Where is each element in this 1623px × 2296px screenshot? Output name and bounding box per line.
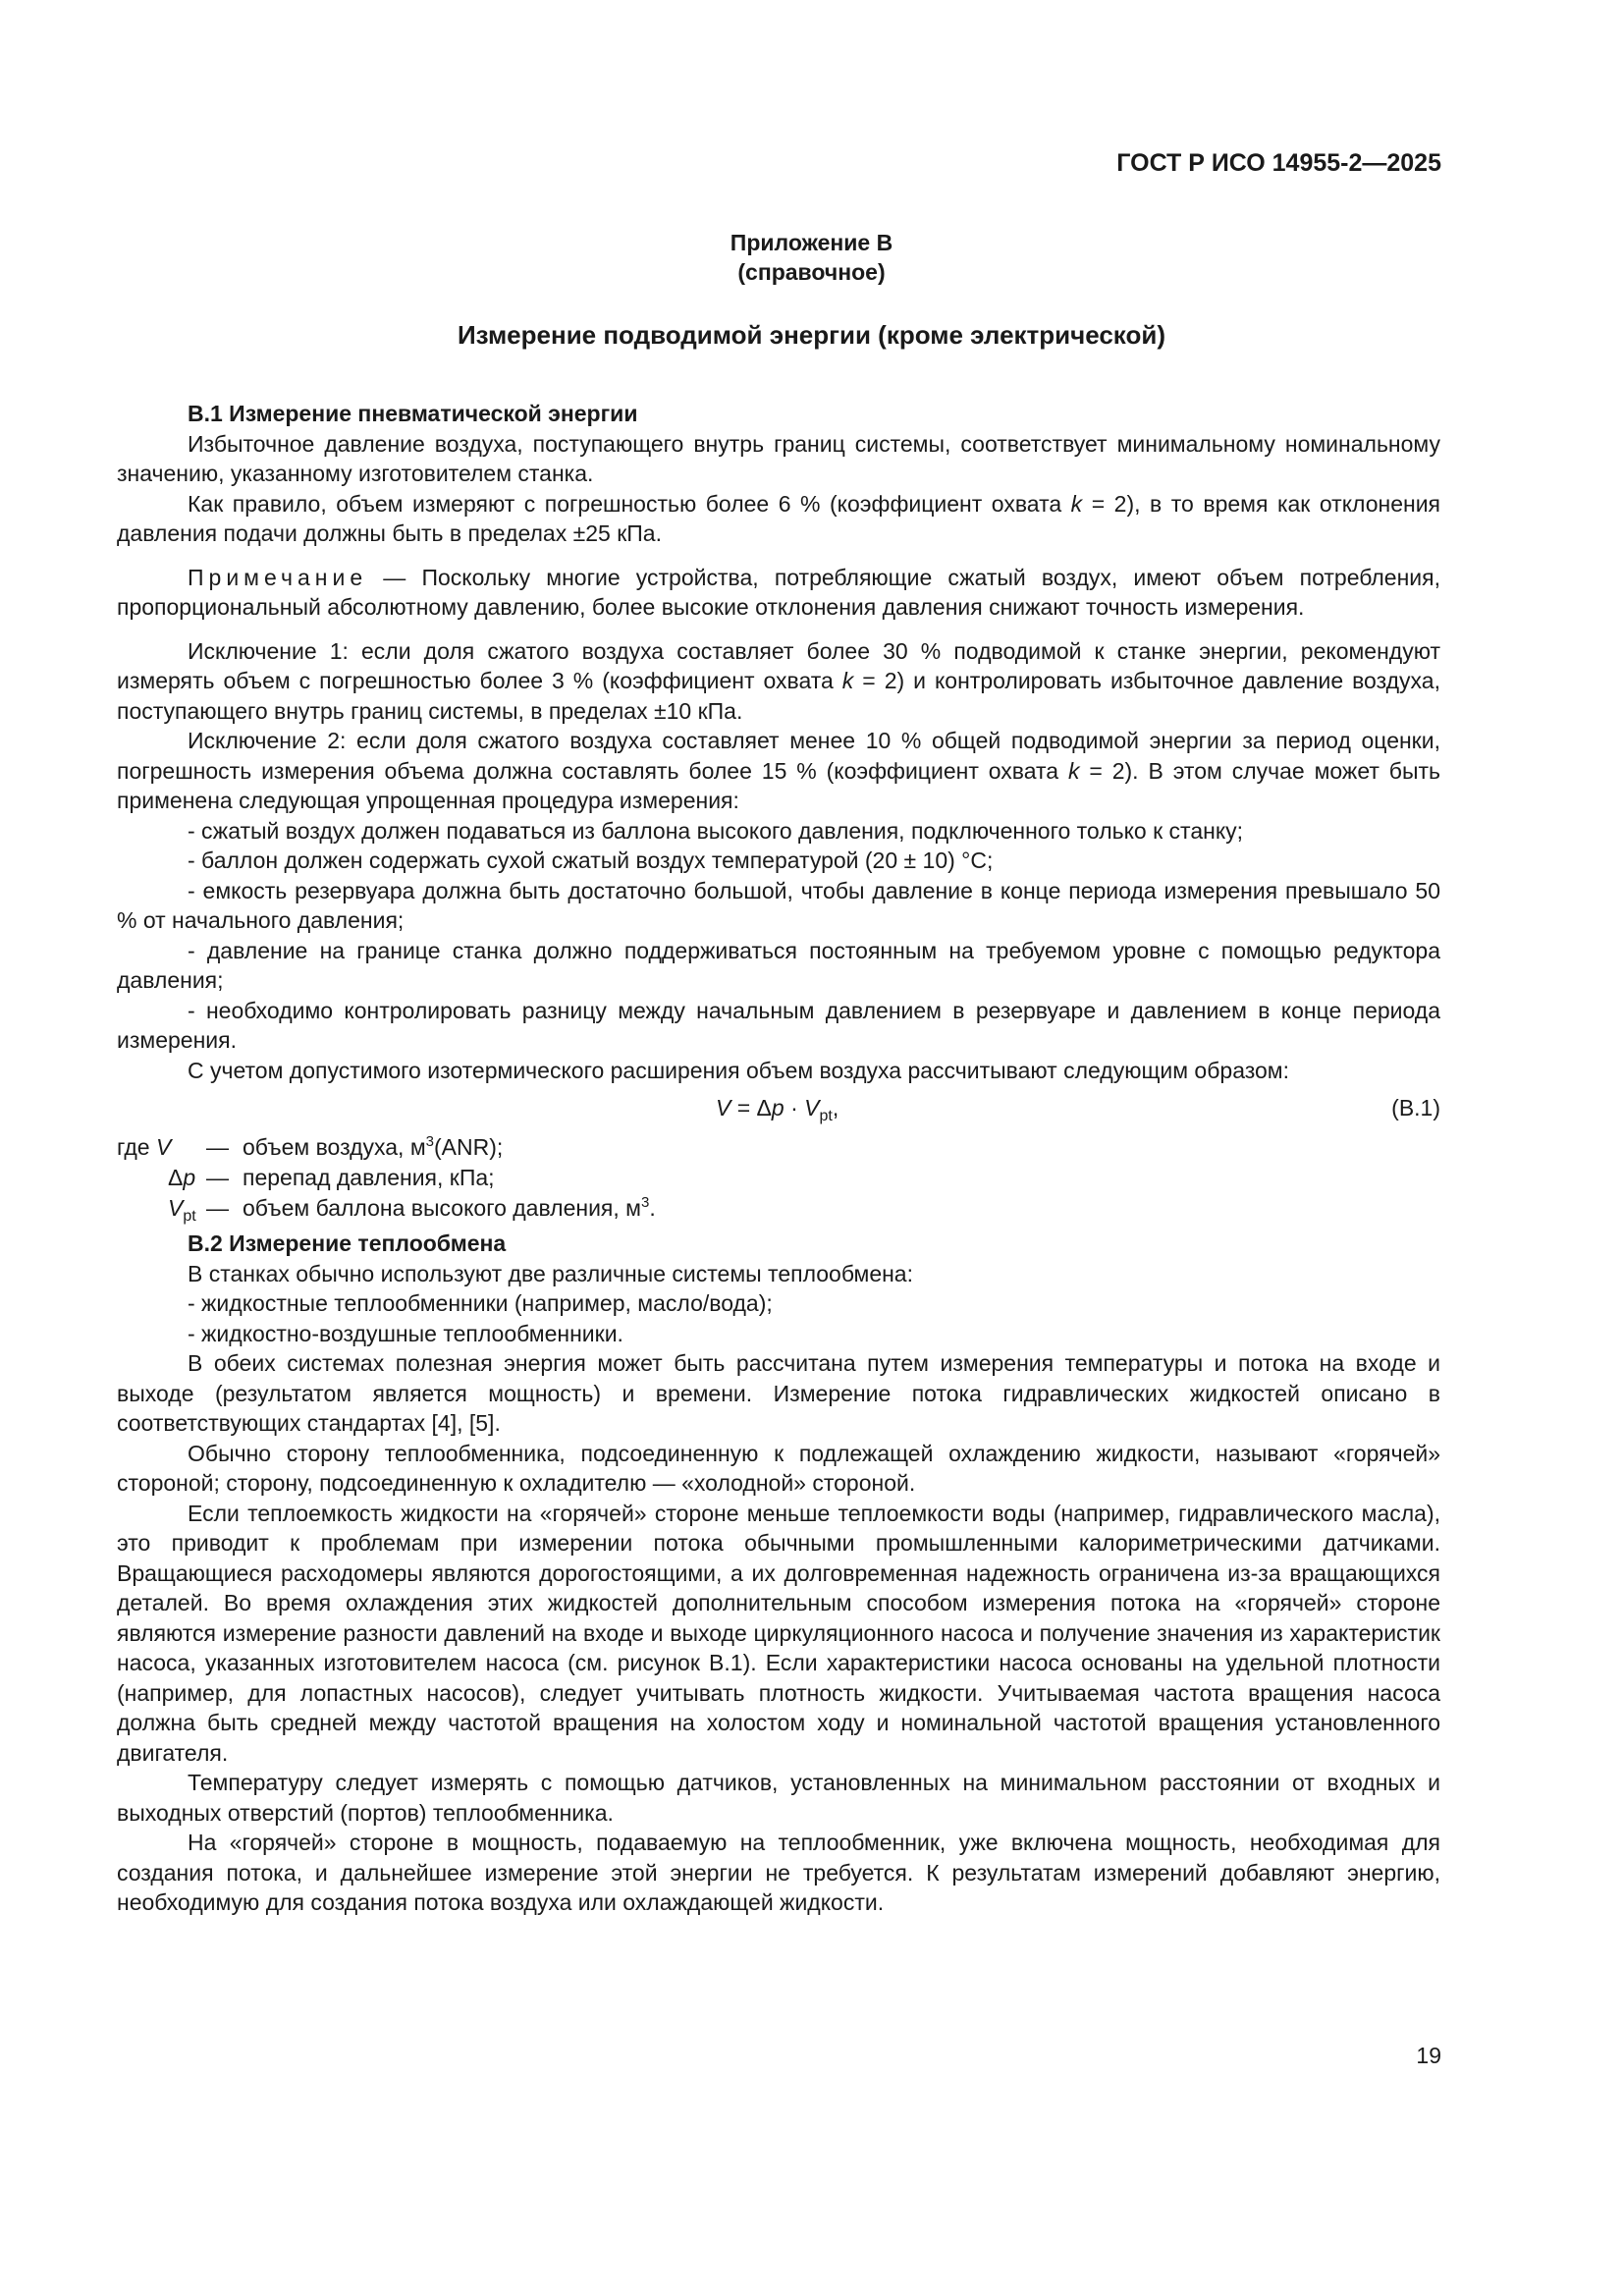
annex-type: (справочное) [737, 259, 886, 285]
list-item: - жидкостные теплообменники (например, масло/вода); [188, 1290, 773, 1316]
where-description: объем баллона высокого давления, $м^3$. [243, 1194, 656, 1221]
paragraph: Избыточное давление воздуха, поступающего внутрь границ системы, соответствует минимальному номинальному значению, указанному изготовителем станка. [117, 430, 1440, 486]
paragraph: На «горячей» стороне в мощность, подаваемую на теплообменник, уже включена мощность, необходимая для создания потока, и дальнейшее измерение этой энергии не требуется. К результатам измерений добавляют энергию, необходимую для создания потока воздуха или охлаждающей жидкости. [117, 1830, 1440, 1915]
paragraph: В обеих системах полезная энергия может быть рассчитана путем измерения температуры и потока на входе и выходе (результатом является мощность) и времени. Измерение потока гидравлических жидкостей описано в соответствующих стандартах [4], [5]. [117, 1350, 1440, 1436]
where-item: Δp — перепад давления, кПа; [117, 1163, 1440, 1193]
where-symbol: Δp [168, 1165, 196, 1190]
paragraph: Если теплоемкость жидкости на «горячей» стороне меньше теплоемкости воды (например, гидравлического масла), это приводит к проблемам при измерении потока обычными промышленными калориметрическими датчиками. Вращающиеся расходомеры являются дорогостоящими, а их долговременная надежность ограничена из-за вращающихся деталей. Во время охлаждения этих жидкостей дополнительным способом измерения потока на «горячей» стороне являются измерение разности давлений на входе и выходе циркуляционного насоса и получение значения из характеристик насоса, указанных изготовителем насоса (см. рисунок В.1). Если характеристики насоса основаны на удельной плотности (например, для лопастных насосов), следует учитывать плотность жидкости. Учитываемая частота вращения насоса должна быть средней между частотой вращения на холостом ходу и номинальной частотой вращения установленного двигателя. [117, 1500, 1440, 1766]
document-body [117, 399, 1440, 1918]
where-symbol: где V [117, 1134, 172, 1160]
where-description: объем воздуха, $м^3(ANR)$; [243, 1133, 504, 1160]
list-item: - необходимо контролировать разницу между начальным давлением в резервуаре и давлением в конце периода измерения. [117, 997, 1440, 1053]
paragraph: В станках обычно используют две различные системы теплообмена: [188, 1260, 913, 1286]
annex-title: Приложение В [730, 230, 893, 255]
section-heading-b1: В.1 Измерение пневматической энергии [188, 401, 638, 426]
annex-heading: Измерение подводимой энергии (кроме электрической) [457, 320, 1166, 350]
paragraph: С учетом допустимого изотермического расширения объем воздуха рассчитывают следующим образом: [188, 1057, 1290, 1083]
standard-code: ГОСТ Р ИСО 14955-2—2025 [1116, 149, 1441, 177]
section-heading-b2: В.2 Измерение теплообмена [188, 1230, 507, 1256]
list-item: - жидкостно-воздушные теплообменники. [188, 1320, 623, 1346]
note: Примечание — Поскольку многие устройства, потребляющие сжатый воздух, имеют объем потребления, пропорциональный абсолютному давлению, более высокие отклонения давления снижают точность измерения. [117, 564, 1440, 620]
where-item: $V_{pt}$ — объем баллона высокого давления, $м^3$. [168, 1194, 656, 1225]
paragraph: Как правило, объем измеряют с погрешностью более 6 % (коэффициент охвата k = 2), в то время как отклонения давления подачи должны быть в пределах ±25 кПа. [117, 490, 1441, 546]
list-item: - емкость резервуара должна быть достаточно большой, чтобы давление в конце периода измерения превышало 50 % от начального давления; [117, 877, 1440, 933]
where-item: где V — объем воздуха, $м^3(ANR)$; [117, 1132, 1440, 1163]
note-label: Примечание [188, 564, 368, 590]
paragraph: Обычно сторону теплообменника, подсоединенную к подлежащей охлаждению жидкости, называют «горячей» стороной; сторону, подсоединенную к охладителю — «холодной» стороной. [117, 1440, 1440, 1496]
list-item: - баллон должен содержать сухой сжатый воздух температурой (20 ± 10) °С; [188, 847, 994, 873]
list-item: - давление на границе станка должно поддерживаться постоянным на требуемом уровне с помощью редуктора давления; [117, 937, 1440, 993]
paragraph: Температуру следует измерять с помощью датчиков, установленных на минимальном расстоянии от входных и выходных отверстий (портов) теплообменника. [117, 1770, 1440, 1826]
where-symbol: $V_{pt}$ [168, 1195, 196, 1225]
page-number: 19 [1416, 2043, 1441, 2068]
equation-number: (В.1) [1391, 1095, 1440, 1121]
formula-line [117, 1091, 1440, 1126]
paragraph: Исключение 2: если доля сжатого воздуха составляет менее 10 % общей подводимой энергии за период оценки, погрешность измерения объема должна составлять более 15 % (коэффициент охвата k = 2). В этом случае может быть применена следующая упрощенная процедура измерения: [117, 728, 1440, 813]
paragraph: Исключение 1: если доля сжатого воздуха составляет более 30 % подводимой к станке энергии, рекомендуют измерять объем с погрешностью более 3 % (коэффициент охвата k = 2) и контролировать избыточное давление воздуха, поступающего внутрь границ системы, в пределах ±10 кПа. [117, 637, 1440, 724]
where-description: перепад давления, кПа; [243, 1165, 495, 1190]
list-item: - сжатый воздух должен подаваться из баллона высокого давления, подключенного только к станку; [188, 817, 1244, 844]
formula: $V = \Delta p \cdot V_{pt}$, [716, 1095, 839, 1124]
